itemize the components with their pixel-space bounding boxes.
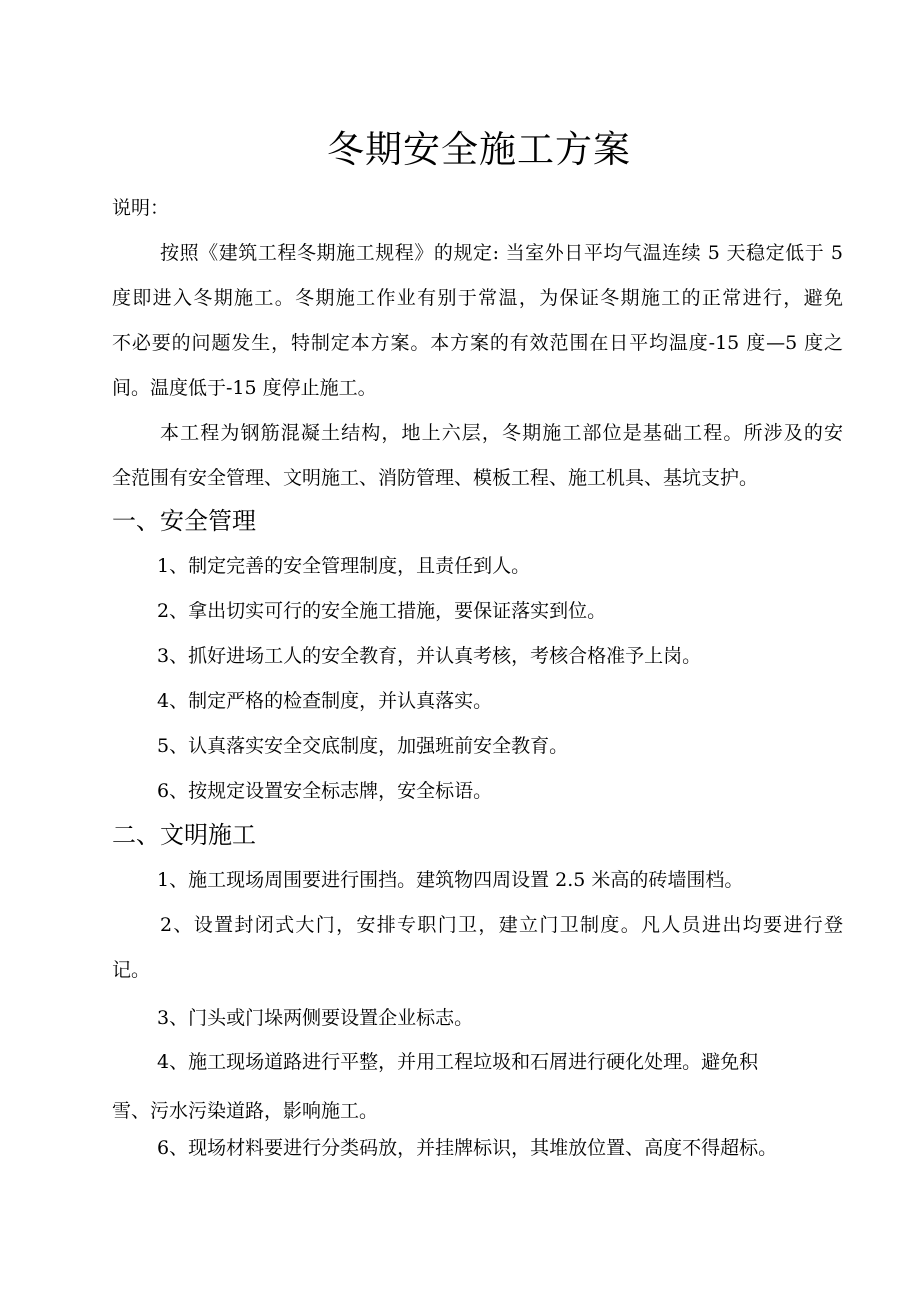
section-2-item-2-line-1: 2、设置封闭式大门，安排专职门卫，建立门卫制度。凡人员进出均要进行登 — [160, 914, 843, 936]
section-1-item-3: 3、抓好进场工人的安全教育，并认真考核，考核合格准予上岗。 — [157, 645, 702, 667]
section-2-item-4-line-1: 4、施工现场道路进行平整，并用工程垃圾和石屑进行硬化处理。避免积 — [157, 1051, 759, 1073]
intro-p2-line-1: 本工程为钢筋混凝土结构，地上六层，冬期施工部位是基础工程。所涉及的安 — [160, 422, 843, 444]
section-2-item-1: 1、施工现场周围要进行围挡。建筑物四周设置 2.5 米高的砖墙围档。 — [157, 869, 744, 891]
section-2-item-6: 6、现场材料要进行分类码放，并挂牌标识，其堆放位置、高度不得超标。 — [157, 1137, 778, 1159]
section-1-item-1: 1、制定完善的安全管理制度，且责任到人。 — [157, 555, 531, 577]
document-title: 冬期安全施工方案 — [327, 128, 631, 171]
section-2-item-4-line-2: 雪、污水污染道路，影响施工。 — [112, 1100, 379, 1122]
section-2-heading: 二、文明施工 — [112, 821, 256, 849]
section-2-item-3: 3、门头或门垛两侧要设置企业标志。 — [157, 1007, 474, 1029]
intro-p1-line-1: 按照《建筑工程冬期施工规程》的规定: 当室外日平均气温连续 5 天稳定低于 5 — [160, 242, 843, 264]
section-1-heading: 一、安全管理 — [112, 507, 256, 535]
intro-label: 说明： — [112, 197, 170, 219]
section-1-item-5: 5、认真落实安全交底制度，加强班前安全教育。 — [157, 735, 569, 757]
section-2-item-2-line-2: 记。 — [112, 959, 151, 981]
intro-p1-line-2: 度即进入冬期施工。冬期施工作业有别于常温，为保证冬期施工的正常进行，避免 — [112, 287, 843, 309]
intro-p1-line-3: 不必要的问题发生，特制定本方案。本方案的有效范围在日平均温度-15 度—5 度之 — [112, 332, 843, 354]
intro-p2-line-2: 全范围有安全管理、文明施工、消防管理、模板工程、施工机具、基坑支护。 — [112, 467, 759, 489]
section-1-item-6: 6、按规定设置安全标志牌，安全标语。 — [157, 780, 493, 802]
section-1-item-2: 2、拿出切实可行的安全施工措施，要保证落实到位。 — [157, 600, 607, 622]
section-1-item-4: 4、制定严格的检查制度，并认真落实。 — [157, 690, 493, 712]
intro-p1-line-4: 间。温度低于-15 度停止施工。 — [112, 377, 377, 399]
